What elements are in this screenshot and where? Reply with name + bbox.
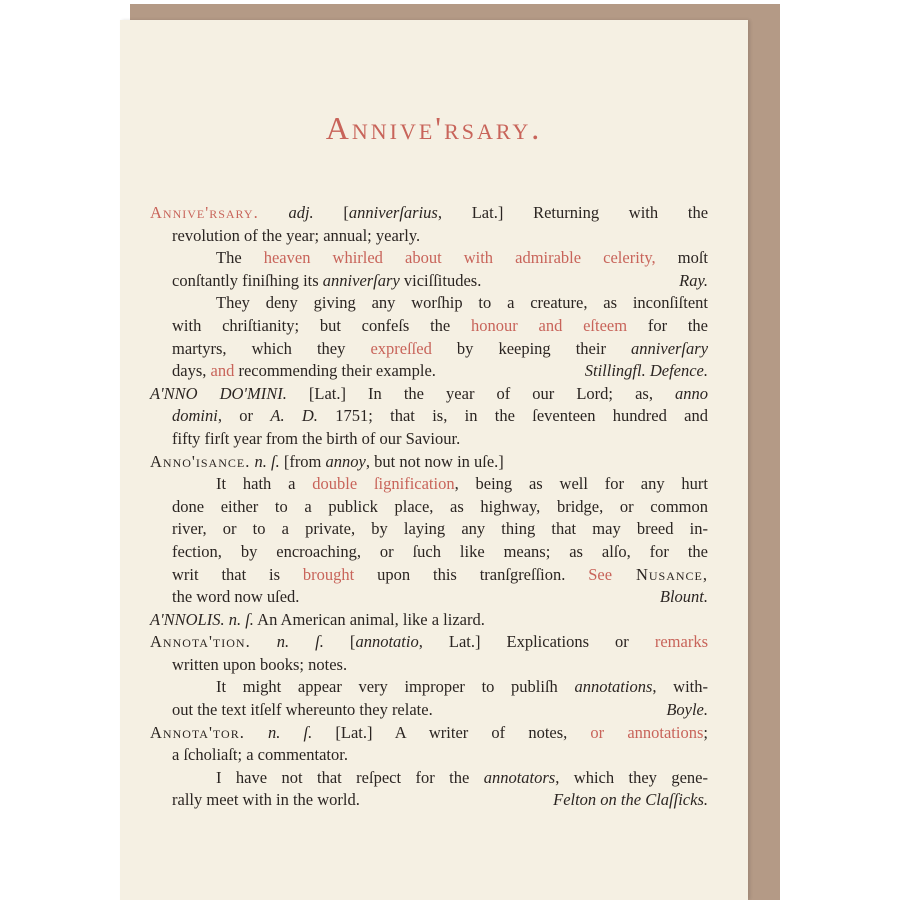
- headword-annolis: A'NNOLIS.: [150, 609, 225, 629]
- quote-ray: The heaven whirled about with admirable celerity, moſt: [216, 248, 709, 268]
- headword-annoisance: Anno'isance.: [150, 451, 251, 471]
- entry-anniversary: Annive'rsary. adj. [anniverſarius, Lat.] Returning with the: [150, 203, 709, 222]
- source-stillingfleet: Stillingfl. Defence.: [584, 361, 708, 381]
- greeting-card: [120, 20, 748, 900]
- source-ray: Ray.: [679, 270, 708, 290]
- source-boyle: Boyle.: [666, 700, 708, 720]
- entry-annoisance: Anno'isance. n. ſ. [from annoy, but not now in uſe.]: [150, 451, 504, 471]
- entry-annotator: Annota'tor. n. ſ. [Lat.] A writer of notes, or annotations;: [150, 722, 708, 742]
- quote-stillingfleet: They deny giving any worſhip to a creature, as inconſiſtent: [216, 293, 708, 313]
- source-blount: Blount.: [659, 587, 708, 607]
- entry-anno-domini: A'NNO DO'MINI. [Lat.] In the year of our Lord; as, anno: [150, 383, 708, 403]
- headword-anno-domini: A'NNO DO'MINI.: [150, 383, 287, 403]
- headword-annotation: Annota'tion.: [150, 632, 251, 652]
- entry-annotation: Annota'tion. n. ſ. [annotatio, Lat.] Explications or remarks: [150, 632, 708, 652]
- entry-annolis: A'NNOLIS. n. ſ. An American animal, like a lizard.: [150, 609, 485, 629]
- headword-anniversary: Annive'rsary.: [150, 203, 259, 222]
- dictionary-text: Annive'rsary. adj. [anniverſarius, Lat.] Returning with the revolution of the year; annual; yearly. The heaven whirled about with admirable celerity, moſt conſtantly finiſhing its anniverſary viciſſitudes. Ray. They deny giving any worſhip to a creature, as inconſiſtent with chriſtianity; but confeſs the honour and eſteem for the martyrs, which they expreſſed by keeping their anniverſary days, and recommending their example. Stillingfl. Defence. A'NNO DO'MINI. [Lat.] In the year of our Lord; as, anno domini, or A. D. 1751; that is, in the ſeventeen hundred and fifty firſt year from the birth of our Saviour. Anno'isance. n. ſ. [from annoy, but not now in uſe.] It hath a double ſignification, being as well for any hurt done either to a publick place, as highway, bridge, or common river, or to a private, by laying any thing that may breed in- fection, by encroaching, or ſuch like means; as alſo, for the writ that is brought upon this tranſgreſſion. See Nusance, the word now uſed. Blount. A'NNOLIS. n. ſ. An American animal, like a lizard. Annota'tion. n. ſ. [annotatio, Lat.] Explications or remarks written upon books; notes. It might appear very improper to publiſh annotations, with- out the text itſelf whereunto they relate. Boyle. Annota'tor. n. ſ. [Lat.] A writer of notes, or annotations; a ſcholiaſt; a commentator. I have not that reſpect for the annotators, which they gene- rally meet with in the world. Felton on the Claſſicks.: [150, 202, 708, 812]
- source-felton: Felton on the Claſſicks.: [553, 790, 708, 810]
- card-title: Annive'rsary.: [325, 110, 543, 146]
- headword-annotator: Annota'tor.: [150, 722, 245, 742]
